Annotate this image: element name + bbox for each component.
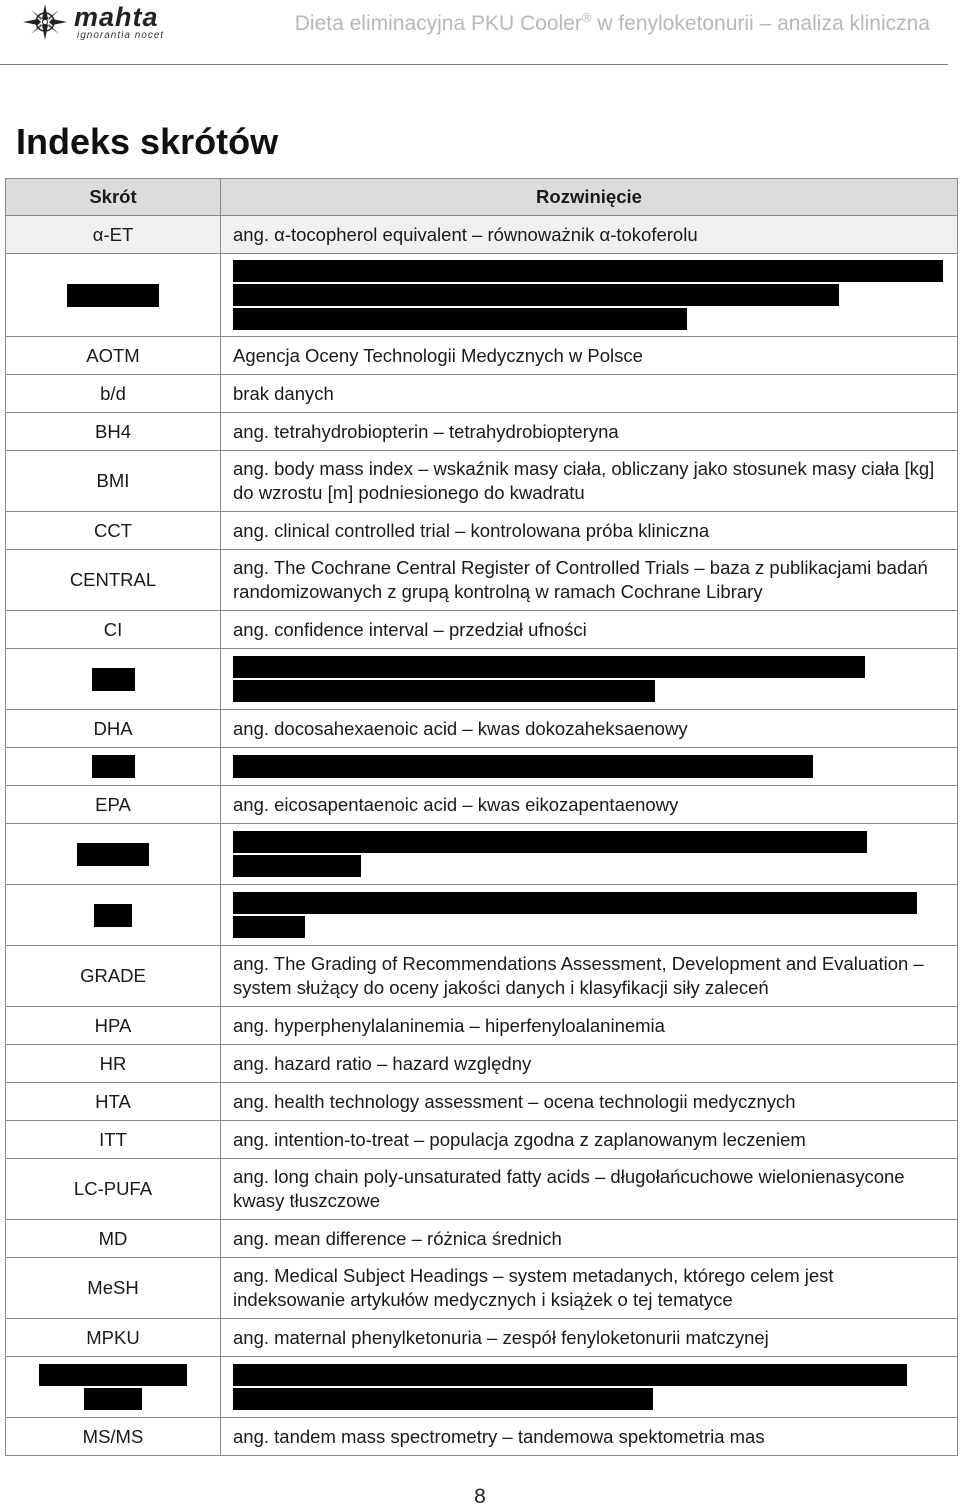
document-title-main: Dieta eliminacyjna PKU Cooler (294, 12, 582, 35)
expansion-cell: ang. confidence interval – przedział ufności (221, 611, 958, 649)
abbreviation-cell: MPKU (6, 1319, 221, 1357)
abbreviations-table (5, 178, 958, 1456)
redacted-row (6, 824, 958, 885)
expansion-cell: ang. hazard ratio – hazard względny (221, 1045, 958, 1083)
registered-mark: ® (581, 10, 592, 25)
section-title: Indeks skrótów (16, 121, 279, 162)
abbreviation-cell: HPA (6, 1007, 221, 1045)
expansion-cell: ang. mean difference – różnica średnich (221, 1220, 958, 1258)
expansion-cell: Agencja Oceny Technologii Medycznych w Polsce (221, 337, 958, 375)
redaction-bar (233, 892, 917, 914)
table-row (6, 512, 958, 550)
compass-icon (22, 3, 68, 41)
abbreviation-cell: CCT (6, 512, 221, 550)
redacted-abbreviation (6, 885, 221, 946)
table-row (6, 1258, 958, 1319)
redaction-bar (77, 843, 149, 866)
abbreviation-cell: MD (6, 1220, 221, 1258)
expansion-cell: ang. long chain poly-unsaturated fatty acids – długołańcuchowe wielonienasycone kwasy tłuszczowe (221, 1159, 958, 1220)
abbreviation-cell: EPA (6, 786, 221, 824)
abbreviation-cell: BH4 (6, 413, 221, 451)
table-row (6, 1121, 958, 1159)
redaction-bar (39, 1364, 187, 1386)
redaction-bar (233, 916, 305, 938)
redacted-expansion (221, 748, 958, 786)
redaction-bar (233, 855, 361, 877)
page-header (0, 0, 960, 66)
redaction-bar (233, 831, 867, 853)
redacted-expansion (221, 649, 958, 710)
abbreviation-cell: HTA (6, 1083, 221, 1121)
table-row (6, 451, 958, 512)
redaction-bar (233, 284, 839, 306)
redacted-expansion (221, 824, 958, 885)
table-row (6, 946, 958, 1007)
redacted-abbreviation (6, 824, 221, 885)
expansion-cell: ang. The Cochrane Central Register of Controlled Trials – baza z publikacjami badań randomizowanych z grupą kontrolną w ramach Cochrane Library (221, 550, 958, 611)
table-row (6, 216, 958, 254)
abbreviation-cell: ITT (6, 1121, 221, 1159)
table-row (6, 710, 958, 748)
redacted-row (6, 254, 958, 337)
redacted-abbreviation (6, 254, 221, 337)
table-row (6, 1418, 958, 1456)
abbreviation-cell: LC-PUFA (6, 1159, 221, 1220)
redaction-bar (233, 308, 687, 330)
expansion-cell: ang. clinical controlled trial – kontrolowana próba kliniczna (221, 512, 958, 550)
expansion-cell: ang. intention-to-treat – populacja zgodna z zaplanowanym leczeniem (221, 1121, 958, 1159)
expansion-cell: brak danych (221, 375, 958, 413)
redacted-row (6, 1357, 958, 1418)
table-row (6, 550, 958, 611)
table-row (6, 1159, 958, 1220)
expansion-cell: ang. maternal phenylketonuria – zespół fenyloketonurii matczynej (221, 1319, 958, 1357)
table-row (6, 375, 958, 413)
expansion-cell: ang. The Grading of Recommendations Assessment, Development and Evaluation – system służący do oceny jakości danych i klasyfikacji siły zaleceń (221, 946, 958, 1007)
abbreviation-cell: CI (6, 611, 221, 649)
column-header-expansion: Rozwinięcie (221, 179, 958, 216)
abbreviation-cell: MS/MS (6, 1418, 221, 1456)
redacted-row (6, 885, 958, 946)
redaction-bar (84, 1388, 142, 1410)
redaction-bar (233, 680, 655, 702)
expansion-cell: ang. tetrahydrobiopterin – tetrahydrobiopteryna (221, 413, 958, 451)
table-row (6, 1083, 958, 1121)
mahta-logo (22, 3, 164, 41)
logo-tagline: ignorantia nocet (77, 29, 165, 41)
redacted-expansion (221, 885, 958, 946)
redaction-bar (233, 1364, 907, 1386)
redacted-abbreviation (6, 649, 221, 710)
table-row (6, 1220, 958, 1258)
logo-name: mahta (74, 1, 159, 32)
redaction-bar (233, 260, 943, 282)
column-header-abbreviation: Skrót (6, 179, 221, 216)
abbreviation-cell: BMI (6, 451, 221, 512)
expansion-cell: ang. body mass index – wskaźnik masy ciała, obliczany jako stosunek masy ciała [kg] do wzrostu [m] podniesionego do kwadratu (221, 451, 958, 512)
redacted-row (6, 748, 958, 786)
abbreviation-cell: CENTRAL (6, 550, 221, 611)
table-row (6, 786, 958, 824)
redacted-expansion (221, 254, 958, 337)
document-title (295, 10, 930, 36)
redaction-bar (94, 904, 132, 927)
expansion-cell: ang. tandem mass spectrometry – tandemowa spektometria mas (221, 1418, 958, 1456)
redacted-expansion (221, 1357, 958, 1418)
expansion-cell: ang. α-tocopherol equivalent – równoważnik α-tokoferolu (221, 216, 958, 254)
redacted-abbreviation (6, 1357, 221, 1418)
abbreviation-cell: HR (6, 1045, 221, 1083)
expansion-cell: ang. docosahexaenoic acid – kwas dokozaheksaenowy (221, 710, 958, 748)
table-row (6, 413, 958, 451)
expansion-cell: ang. hyperphenylalaninemia – hiperfenyloalaninemia (221, 1007, 958, 1045)
abbreviation-cell: MeSH (6, 1258, 221, 1319)
table-row (6, 1007, 958, 1045)
abbreviation-cell: α-ET (6, 216, 221, 254)
redaction-bar (92, 755, 135, 778)
document-title-rest: w fenyloketonurii – analiza kliniczna (597, 12, 930, 35)
redaction-bar (67, 284, 159, 307)
redaction-bar (233, 1388, 653, 1410)
redaction-bar (233, 755, 813, 778)
table-row (6, 1045, 958, 1083)
table-row (6, 1319, 958, 1357)
abbreviation-cell: DHA (6, 710, 221, 748)
abbreviation-cell: b/d (6, 375, 221, 413)
table-header-row (6, 179, 958, 216)
redacted-row (6, 649, 958, 710)
abbreviation-cell: AOTM (6, 337, 221, 375)
abbreviation-cell: GRADE (6, 946, 221, 1007)
expansion-cell: ang. health technology assessment – ocena technologii medycznych (221, 1083, 958, 1121)
expansion-cell: ang. eicosapentaenoic acid – kwas eikozapentaenowy (221, 786, 958, 824)
table-row (6, 611, 958, 649)
table-row (6, 337, 958, 375)
header-divider (0, 64, 948, 65)
expansion-cell: ang. Medical Subject Headings – system metadanych, którego celem jest indeksowanie artykułów medycznych i książek o tej tematyce (221, 1258, 958, 1319)
page-number: 8 (474, 1485, 486, 1507)
redacted-abbreviation (6, 748, 221, 786)
redaction-bar (92, 668, 135, 691)
redaction-bar (233, 656, 865, 678)
